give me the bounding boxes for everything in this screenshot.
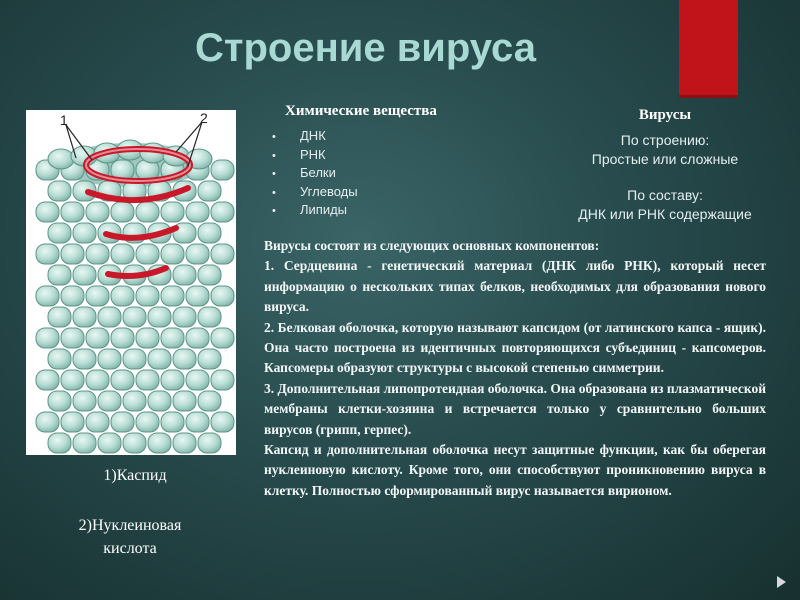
capsomer <box>148 307 171 327</box>
capsomer <box>48 265 71 285</box>
capsomer <box>198 265 221 285</box>
capsomer <box>48 391 71 411</box>
chemical-item: • Углеводы <box>272 183 358 202</box>
virus-capsid-figure <box>26 110 236 455</box>
capsomer <box>161 412 184 432</box>
capsomer <box>136 244 159 264</box>
body-paragraph-4: Капсид и дополнительная оболочка несут защитные функции, как бы оберегая нуклеиновую кислоту. Кроме того, они способствуют проникновению вируса в клетку. Полностью сформированный вирус называется вирионом. <box>264 442 766 498</box>
capsomer <box>111 202 134 222</box>
capsomer <box>61 202 84 222</box>
capsomer <box>136 202 159 222</box>
capsomer <box>111 328 134 348</box>
capsomer <box>98 391 121 411</box>
capsomer <box>61 244 84 264</box>
red-accent-bar <box>679 0 738 95</box>
capsomer <box>36 370 59 390</box>
chemicals-heading: Химические вещества <box>285 103 437 119</box>
body-paragraph-3: 3. Дополнительная липопротеидная оболочка. Она образована из плазматической мембраны клетки-хозяина и встречается только у сравнительно больших вирусов (грипп, герпес). <box>264 380 766 437</box>
caption-nucleic-acid-line2: кислота <box>103 540 157 557</box>
figure-label-2: 2 <box>200 110 208 126</box>
capsomer <box>73 265 96 285</box>
capsomer <box>173 349 196 369</box>
capsomer <box>198 307 221 327</box>
capsomer <box>48 181 71 201</box>
chemical-item: • РНК <box>272 146 358 165</box>
capsomer <box>36 328 59 348</box>
capsomer <box>73 307 96 327</box>
bullet-icon: • <box>272 205 276 217</box>
capsomer <box>186 286 209 306</box>
next-slide-icon[interactable] <box>777 576 786 588</box>
body-intro: Вирусы состоят из следующих основных компонентов: <box>264 238 600 253</box>
capsomer <box>73 433 96 453</box>
capsomer <box>198 181 221 201</box>
bullet-icon: • <box>272 168 276 180</box>
capsomer <box>136 286 159 306</box>
viruses-heading: Вирусы <box>638 107 692 123</box>
capsomer <box>211 160 234 180</box>
capsomer <box>111 412 134 432</box>
capsomer <box>98 307 121 327</box>
capsomer <box>111 286 134 306</box>
capsomer <box>86 286 109 306</box>
composition-value: ДНК или РНК содержащие <box>578 206 752 222</box>
capsomer <box>173 433 196 453</box>
structure-value: Простые или сложные <box>591 151 739 167</box>
capsomer <box>198 349 221 369</box>
structure-label: По строению: <box>620 132 710 148</box>
capsomer <box>98 349 121 369</box>
capsomer <box>111 244 134 264</box>
capsomer <box>211 412 234 432</box>
capsomer <box>161 202 184 222</box>
capsomer <box>136 328 159 348</box>
capsomer <box>36 286 59 306</box>
capsomer <box>211 286 234 306</box>
capsomer <box>36 244 59 264</box>
capsomer <box>73 349 96 369</box>
capsomer <box>61 370 84 390</box>
red-accent-underline <box>679 95 738 98</box>
capsomer <box>36 412 59 432</box>
capsomer <box>173 307 196 327</box>
capsomer <box>86 370 109 390</box>
capsomer <box>148 349 171 369</box>
chemical-item: • Липиды <box>272 201 358 220</box>
capsomer <box>211 328 234 348</box>
capsomer <box>173 265 196 285</box>
capsomer <box>48 223 71 243</box>
capsomer <box>61 412 84 432</box>
slide-title: Строение вируса <box>195 26 537 70</box>
capsomer <box>198 391 221 411</box>
capsomer <box>111 370 134 390</box>
capsomer <box>198 223 221 243</box>
capsomer <box>186 370 209 390</box>
capsomer <box>73 223 96 243</box>
body-paragraph-2: 2. Белковая оболочка, которую называют капсидом (от латинского капса - ящик). Она часто построена из идентичных повторяющихся субъединиц - капсомеров. Капсомеры образуют структуры с высокой степенью симметрии. <box>264 319 766 376</box>
capsomer <box>186 244 209 264</box>
capsomer <box>48 307 71 327</box>
capsomer <box>136 370 159 390</box>
capsomer <box>148 433 171 453</box>
capsomer <box>211 202 234 222</box>
caption-nucleic-acid-line1: 2)Нуклеиновая <box>78 517 182 534</box>
capsomer <box>198 433 221 453</box>
bullet-icon: • <box>272 131 276 143</box>
capsomer <box>211 370 234 390</box>
bullet-icon: • <box>272 186 276 199</box>
chemicals-list <box>272 127 358 220</box>
capsomer <box>161 244 184 264</box>
chemical-item: • ДНК <box>272 127 358 146</box>
body-text <box>264 236 766 501</box>
capsomer <box>211 244 234 264</box>
capsomer <box>61 328 84 348</box>
capsomer <box>161 286 184 306</box>
capsomer <box>98 433 121 453</box>
capsomer <box>73 391 96 411</box>
capsomer <box>161 328 184 348</box>
capsomer <box>186 202 209 222</box>
capsomer <box>161 370 184 390</box>
body-paragraph-1: 1. Сердцевина - генетический материал (ДНК либо РНК), который несет информацию о нескольких типах белков, необходимых для образования нового вируса. <box>264 258 766 315</box>
capsomer <box>48 433 71 453</box>
composition-label: По составу: <box>627 187 703 203</box>
capsomer <box>186 328 209 348</box>
capsomer <box>136 412 159 432</box>
capsomer <box>86 328 109 348</box>
capsomer <box>86 412 109 432</box>
capsomer <box>123 391 146 411</box>
capsomer <box>173 391 196 411</box>
capsomer <box>86 244 109 264</box>
capsomer <box>186 412 209 432</box>
capsomer <box>123 349 146 369</box>
capsomer <box>148 391 171 411</box>
figure-label-1: 1 <box>60 112 68 128</box>
caption-capsid: 1)Каспид <box>103 467 167 484</box>
capsomer <box>86 202 109 222</box>
chemical-item: • Белки <box>272 164 358 183</box>
bullet-icon: • <box>272 149 276 162</box>
capsomer <box>123 307 146 327</box>
capsomer <box>48 149 74 169</box>
capsomer <box>61 286 84 306</box>
capsomer <box>123 433 146 453</box>
capsomer <box>48 349 71 369</box>
capsomer <box>36 202 59 222</box>
capsid-illustration <box>26 110 236 455</box>
